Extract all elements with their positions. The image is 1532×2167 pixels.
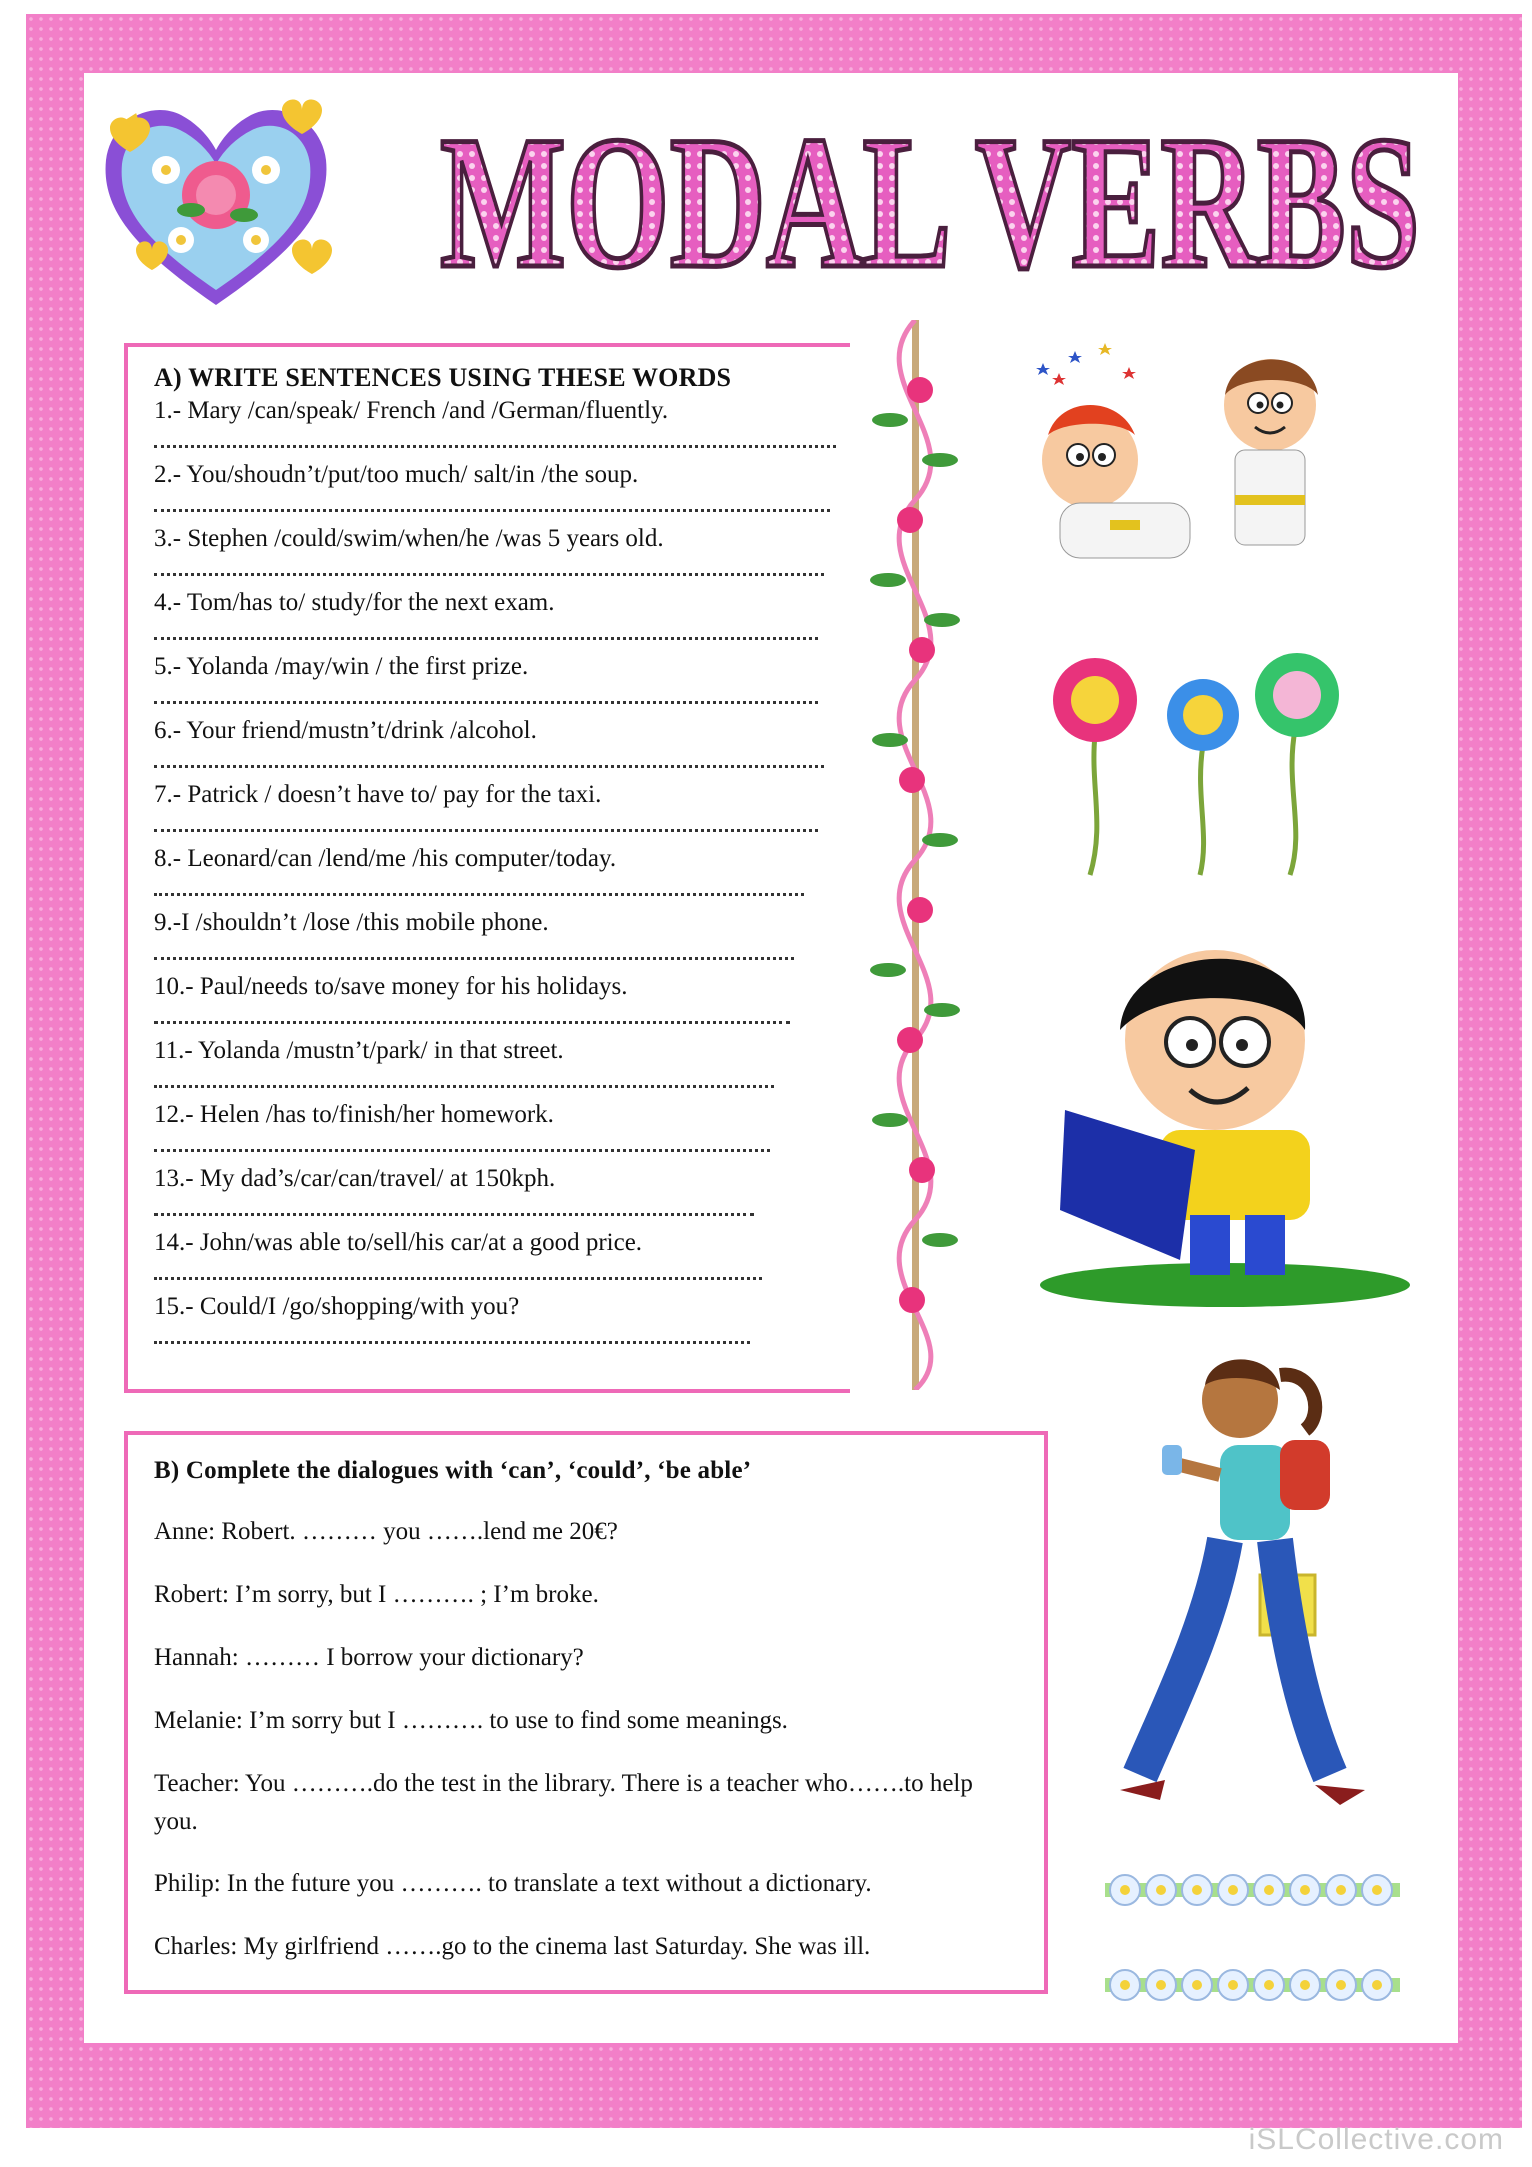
smiling-flowers-illustration [1035,645,1355,880]
dialogue-line-2[interactable]: Robert: I’m sorry, but I ………. ; I’m broke. [154,1581,599,1608]
answer-line-14[interactable] [154,1274,762,1280]
answer-line-10[interactable] [154,1018,790,1024]
exercise-b-box [124,1431,1048,1994]
answer-line-7[interactable] [154,826,818,832]
dialogue-line-3[interactable]: Hannah: ……… I borrow your dictionary? [154,1644,584,1671]
answer-line-13[interactable] [154,1210,754,1216]
answer-line-3[interactable] [154,570,824,576]
heart-flower-illustration [96,90,336,320]
answer-line-15[interactable] [154,1338,750,1344]
dialogue-line-6[interactable]: Philip: In the future you ………. to translate a text without a dictionary. [154,1870,872,1897]
dialogue-line-7[interactable]: Charles: My girlfriend …….go to the cinema last Saturday. She was ill. [154,1933,871,1960]
walking-girl-illustration [1110,1345,1410,1810]
sentence-prompt-14: 14.- John/was able to/sell/his car/at a good price. [154,1229,643,1256]
answer-line-4[interactable] [154,634,818,640]
flower-border-top [1105,1865,1400,1915]
answer-line-1[interactable] [154,442,836,448]
sentence-prompt-13: 13.- My dad’s/car/can/travel/ at 150kph. [154,1165,556,1192]
exercise-b-heading: B) Complete the dialogues with ‘can’, ‘could’, ‘be able’ [154,1457,752,1484]
answer-line-9[interactable] [154,954,794,960]
answer-line-12[interactable] [154,1146,770,1152]
sentence-prompt-5: 5.- Yolanda /may/win / the first prize. [154,653,529,680]
sentence-prompt-1: 1.- Mary /can/speak/ French /and /German/fluently. [154,397,669,424]
sentence-prompt-4: 4.- Tom/has to/ study/for the next exam. [154,589,555,616]
sentence-prompt-11: 11.- Yolanda /mustn’t/park/ in that street. [154,1037,564,1064]
watermark: iSLCollective.com [1248,2123,1504,2156]
answer-line-11[interactable] [154,1082,774,1088]
sentence-prompt-8: 8.- Leonard/can /lend/me /his computer/today. [154,845,617,872]
flower-vine-decoration [840,320,990,1390]
sentence-prompt-2: 2.- You/shoudn’t/put/too much/ salt/in /the soup. [154,461,639,488]
karate-kids-illustration [1020,325,1340,585]
answer-line-5[interactable] [154,698,818,704]
sentence-prompt-7: 7.- Patrick / doesn’t have to/ pay for the taxi. [154,781,602,808]
dialogue-line-4[interactable]: Melanie: I’m sorry but I ………. to use to find some meanings. [154,1707,788,1734]
sentence-prompt-15: 15.- Could/I /go/shopping/with you? [154,1293,520,1320]
flower-border-bottom [1105,1960,1400,2010]
worksheet-title [430,88,1430,308]
sentence-prompt-9: 9.-I /shouldn’t /lose /this mobile phone. [154,909,549,936]
exercise-a-box [124,343,850,1393]
answer-line-8[interactable] [154,890,804,896]
sentence-prompt-10: 10.- Paul/needs to/save money for his holidays. [154,973,628,1000]
answer-line-6[interactable] [154,762,824,768]
sentence-prompt-6: 6.- Your friend/mustn’t/drink /alcohol. [154,717,537,744]
dialogue-line-1[interactable]: Anne: Robert. ……… you …….lend me 20€? [154,1518,618,1545]
reading-boy-illustration [1030,930,1410,1315]
sentence-prompt-12: 12.- Helen /has to/finish/her homework. [154,1101,554,1128]
exercise-a-heading: A) WRITE SENTENCES USING THESE WORDS [154,363,732,392]
dialogue-line-5[interactable]: Teacher: You ……….do the test in the library. There is a teacher who…….to help you. [154,1770,973,1835]
answer-line-2[interactable] [154,506,830,512]
sentence-prompt-3: 3.- Stephen /could/swim/when/he /was 5 years old. [154,525,664,552]
title-text: MODAL VERBS [440,98,1420,308]
